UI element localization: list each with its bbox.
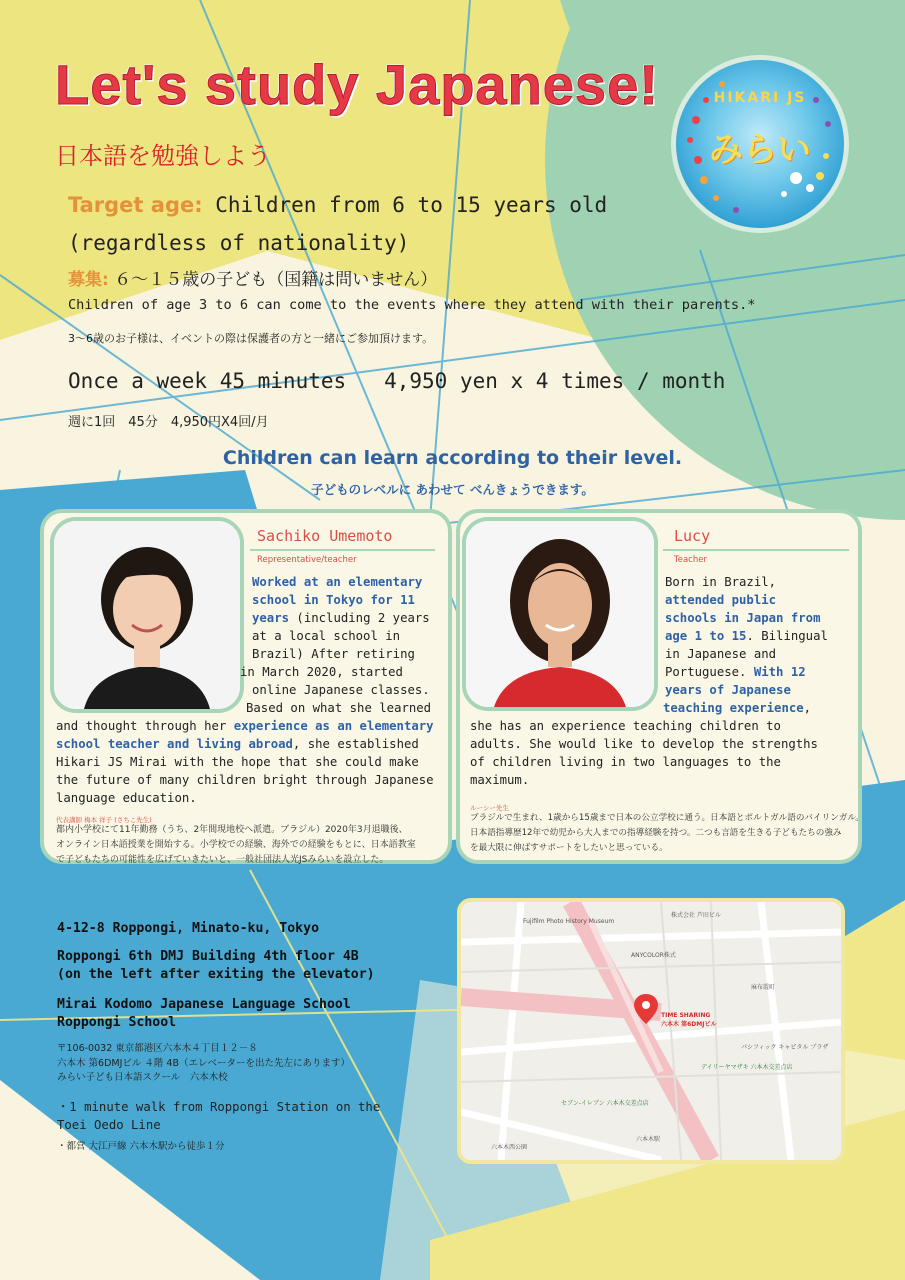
page-subtitle: 日本語を勉強しよう	[55, 142, 271, 170]
address-jp-line: 〒106-0032 東京都港区六本木４丁目１２－８	[57, 1043, 258, 1054]
bio-segment: she has an experience teaching children to	[470, 719, 781, 733]
bio-segment: (including 2 years	[289, 611, 430, 625]
address-line: 4-12-8 Roppongi, Minato-ku, Tokyo	[57, 921, 320, 936]
bio-segment: school in Tokyo for 11	[252, 593, 415, 607]
teacher-card-sachiko	[40, 509, 452, 864]
teacher-jp-label: ルーシー先生	[470, 804, 509, 812]
address-building: Roppongi 6th DMJ Building 4th floor 4B	[57, 949, 359, 964]
bio-segment: of children living in two languages to the	[470, 755, 781, 769]
teacher-name: Lucy	[674, 527, 711, 545]
bio-segment: language education.	[56, 791, 197, 805]
bio-line	[56, 789, 197, 807]
map-label: 株式会社 芦田ビル	[671, 912, 721, 919]
bio-segment: adults. She would like to develop the strengths	[470, 737, 818, 751]
bio-line	[665, 627, 828, 645]
bio-line	[470, 717, 781, 735]
address-jp	[57, 1042, 350, 1086]
teacher-bio-jp	[56, 823, 416, 868]
teacher-role: Teacher	[674, 555, 707, 565]
bio-segment: school teacher and living abroad	[56, 737, 293, 751]
bio-line	[252, 591, 415, 609]
bio-line	[252, 645, 415, 663]
bio-line	[56, 753, 419, 771]
bio-segment: years of Japanese	[665, 683, 791, 697]
address-jp-line: 六本木 第6DMJビル ４階 4B（エレベーターを出た先左にあります）	[57, 1057, 350, 1069]
bio-line	[470, 735, 818, 753]
bio-segment: Worked at an elementary	[252, 575, 423, 589]
map-pin-label: TIME SHARING 六本木 第6DMJビル	[661, 1012, 717, 1028]
bio-jp-line: を最大限に伸ばすサポートをしたいと思っている。	[470, 843, 668, 853]
bio-segment: in Japanese and	[665, 647, 777, 661]
hikari-js-mirai-logo	[676, 60, 844, 228]
bio-line	[470, 753, 781, 771]
logo-top-text: HIKARI JS	[713, 90, 807, 106]
bio-segment: attended public	[665, 593, 777, 607]
price-line-jp: 週に1回 45分 4,950円X4回/月	[68, 415, 269, 430]
teacher-name: Sachiko Umemoto	[257, 527, 393, 545]
recruit-jp-label: 募集:	[68, 270, 109, 290]
bio-line	[56, 735, 419, 753]
map-label: デイリーヤマザキ 六本木交差点店	[701, 1064, 793, 1071]
location-map[interactable]	[457, 898, 845, 1164]
recruit-jp	[68, 265, 437, 290]
page-title: Let's study Japanese!	[55, 53, 659, 116]
bio-jp-line: オンライン日本語授業を開始する。小学校での経験、海外での経験をもとに、日本語教室	[56, 840, 416, 850]
bio-jp-line: 日本語指導歴12年で幼児から大人までの指導経験を持つ。二つも言語を生きる子どもたちの強み	[470, 828, 842, 838]
teacher-bio-jp	[470, 811, 864, 856]
address-jp-line: みらい子ども日本語スクール 六本木校	[57, 1072, 228, 1083]
target-age-text: Children from 6 to 15 years old	[202, 193, 608, 217]
bio-line	[240, 663, 403, 681]
map-label: 六本木西公園	[491, 1144, 528, 1151]
target-age	[68, 193, 607, 217]
recruit-jp-text: ６～１５歳の子ども（国籍は問いません）	[108, 270, 438, 290]
level-heading-jp: 子どものレベルに あわせて べんきょうできます。	[311, 482, 594, 497]
bio-line	[665, 645, 776, 663]
logo-main-text: みらい	[709, 130, 811, 170]
level-heading: Children can learn according to their level.	[222, 447, 683, 469]
bio-line	[56, 717, 434, 735]
bio-segment: and thought through her	[56, 719, 234, 733]
bio-jp-line: 都内小学校にて11年勤務（うち、2年間現地校へ派遣。ブラジル）2020年3月退職後、	[56, 825, 408, 835]
target-age-nationality: (regardless of nationality)	[68, 231, 410, 255]
bio-line	[665, 591, 776, 609]
bio-segment: in March 2020, started	[240, 665, 403, 679]
teacher-role: Representative/teacher	[257, 555, 357, 565]
bio-line	[252, 609, 430, 627]
bio-line	[665, 573, 776, 591]
bio-segment: schools in Japan from	[665, 611, 821, 625]
bio-line	[56, 771, 434, 789]
bio-segment: maximum.	[470, 773, 530, 787]
bio-segment: . Bilingual	[746, 629, 828, 643]
bio-segment: Portuguese.	[665, 665, 754, 679]
walk-note: ・1 minute walk from Roppongi Station on the	[57, 1100, 381, 1114]
bio-line	[665, 663, 806, 681]
teacher-photo-lucy	[462, 517, 658, 711]
teacher-photo-sachiko	[50, 517, 244, 713]
bio-line	[246, 699, 431, 717]
price-line: Once a week 45 minutes 4,950 yen x 4 times / month	[68, 369, 726, 393]
bio-segment: Based on what she learned	[246, 701, 432, 715]
teacher-card-lucy	[456, 509, 862, 864]
map-label: パシフィック キャピタル プラザ	[741, 1044, 829, 1051]
bio-segment: Brazil) After retiring	[252, 647, 415, 661]
bio-segment: teaching experience	[663, 701, 804, 715]
map-label: ANYCOLOR株式	[631, 952, 676, 959]
map-streets	[461, 902, 841, 1160]
school-branch: Roppongi School	[57, 1015, 177, 1030]
name-divider	[663, 549, 849, 551]
bio-line	[470, 771, 529, 789]
bio-jp-line: ブラジルで生まれ、1歳から15歳まで日本の公立学校に通う。日本語とポルトガル語のバイリンガル。	[470, 813, 864, 823]
map-label: 麻布霞町	[751, 984, 776, 991]
parents-note-jp: 3～6歳のお子様は、イベントの際は保護者の方と一緒にご参加頂けます。	[68, 332, 434, 345]
map-label: 六本木駅	[636, 1136, 661, 1143]
bio-line	[663, 699, 811, 717]
bio-line	[252, 681, 430, 699]
map-label: Fujifilm Photo History Museum	[523, 918, 615, 925]
bio-line	[665, 609, 820, 627]
bio-segment: Hikari JS Mirai with the hope that she could make	[56, 755, 419, 769]
walk-note-jp: ・都営 大江戸線 六本木駅から徒歩１分	[57, 1141, 225, 1152]
bio-segment: , she established	[292, 737, 419, 751]
bio-segment: at a local school in	[252, 629, 401, 643]
bio-segment: online Japanese classes.	[252, 683, 430, 697]
bio-segment: years	[252, 611, 290, 625]
address-elevator-note: (on the left after exiting the elevator)	[57, 967, 375, 982]
bio-segment: ,	[803, 701, 812, 715]
bio-segment: With 12	[753, 665, 806, 679]
bio-line	[252, 627, 400, 645]
walk-note-line2: Toei Oedo Line	[57, 1118, 161, 1132]
bio-segment: the future of many children bright through Japanese	[56, 773, 434, 787]
school-name: Mirai Kodomo Japanese Language School	[57, 997, 351, 1012]
bio-jp-line: で子どもたちの可能性を広げていきたいと、一般社団法人光JSみらいを設立した。	[56, 855, 389, 865]
target-age-label: Target age:	[68, 193, 203, 217]
bio-segment: experience as an elementary	[233, 719, 434, 733]
bio-segment: Born in Brazil,	[665, 575, 777, 589]
bio-segment: age 1 to 15	[665, 629, 747, 643]
name-divider	[250, 549, 435, 551]
bio-line	[665, 681, 791, 699]
teacher-jp-label: 代表講師 梅本 祥子 (さちこ先生)	[56, 816, 152, 824]
map-label: セブン-イレブン 六本木交差点店	[561, 1100, 649, 1107]
bio-line	[252, 573, 422, 591]
parents-note: Children of age 3 to 6 can come to the events where they attend with their parents.*	[68, 297, 756, 313]
